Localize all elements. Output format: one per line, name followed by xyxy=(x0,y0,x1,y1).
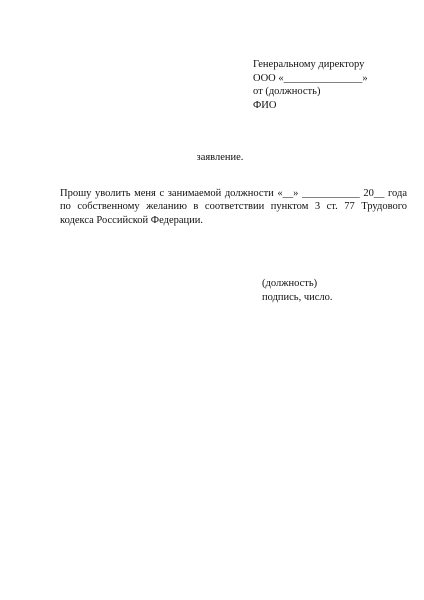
addressee-from: от (должность) xyxy=(253,86,321,97)
document-title: заявление. xyxy=(196,152,244,163)
addressee-company: ООО «_______________» xyxy=(253,72,368,84)
addressee-position: Генеральному директору xyxy=(253,59,365,70)
document-body-paragraph: Прошу уволить меня с занимаемой должности «__» ___________ 20__ года по собственному желанию в соответствии пунктом 3 ст. 77 Трудового кодекса Российской Федерации. xyxy=(60,188,407,226)
signature-position: (должность) xyxy=(262,278,318,289)
signature-block xyxy=(262,277,402,305)
signature-date: подпись, число. xyxy=(262,292,333,303)
addressee-full-name: ФИО xyxy=(253,99,277,111)
addressee-block xyxy=(253,58,413,112)
